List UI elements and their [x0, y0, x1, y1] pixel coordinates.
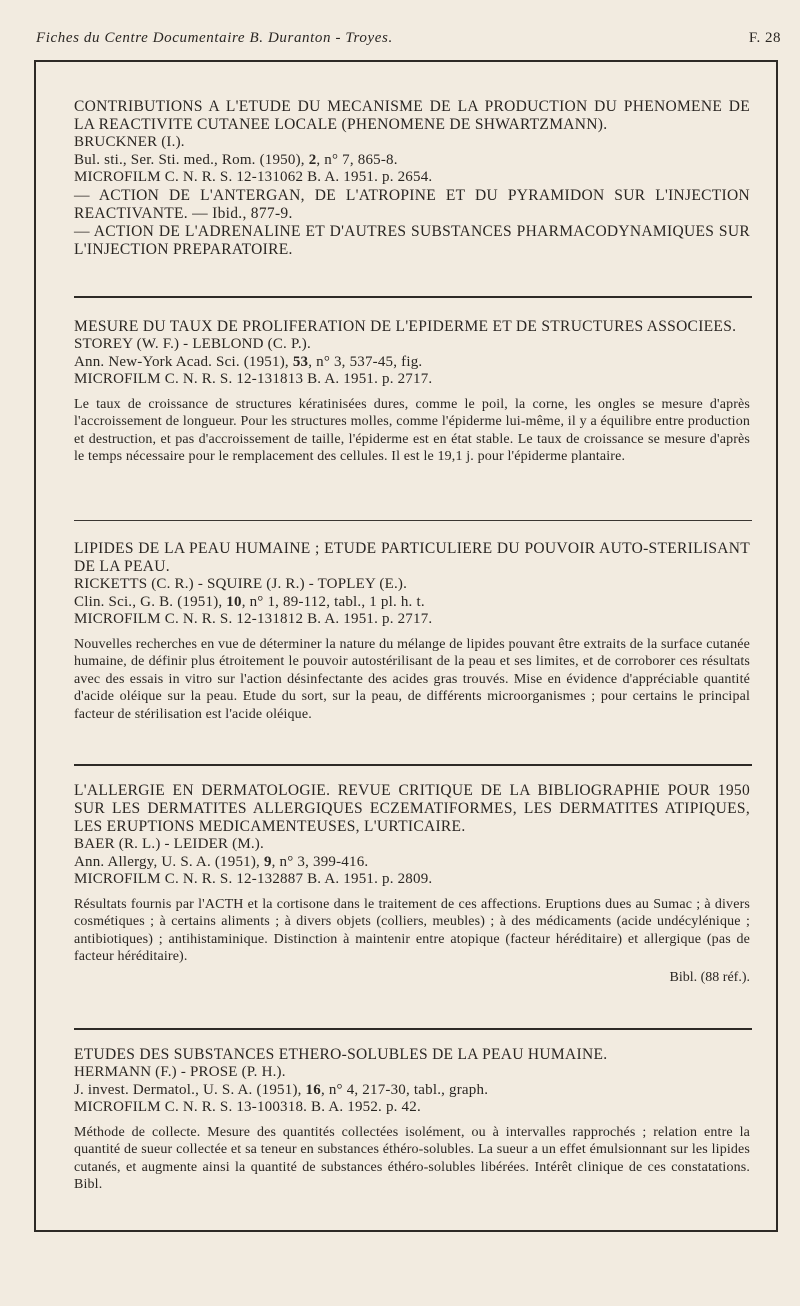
page-header	[36, 30, 781, 54]
entry-authors: RICKETTS (C. R.) - SQUIRE (J. R.) - TOPLEY (E.).	[74, 576, 408, 592]
ref-volume: 16	[305, 1081, 321, 1098]
entry-title: ETUDES DES SUBSTANCES ETHERO-SOLUBLES DE LA PEAU HUMAINE.	[74, 1046, 608, 1063]
entry-authors: BAER (R. L.) - LEIDER (M.).	[74, 836, 264, 852]
entry-title: L'ALLERGIE EN DERMATOLOGIE. REVUE CRITIQUE DE LA BIBLIOGRAPHIE POUR 1950 SUR LES DERMATITES ALLERGIQUES ECZEMATIFORMES, LES DERMATITES ATIPIQUES, LES ERUPTIONS MEDICAMENTEUSES, L'URTICAIRE.	[74, 782, 750, 835]
entry-authors: STOREY (W. F.) - LEBLOND (C. P.).	[74, 336, 311, 352]
entry-5	[74, 1046, 750, 1194]
entry-3	[74, 540, 750, 723]
entry-4	[74, 782, 750, 987]
entry-2	[74, 318, 750, 466]
entry-abstract: Méthode de collecte. Mesure des quantités collectées isolément, ou à intervalles rapprochés ; relation entre la quantité de sueur collectée et sa teneur en substances éthéro-solubles. La sueur a un effet émulsionnant sur les lipides cutanés, et augmente ainsi la quantité de substances éthéro-solubles libérées. Intérêt clinique de ces constatations. Bibl.	[74, 1124, 750, 1193]
entry-microfilm: MICROFILM C. N. R. S. 12-131812 B. A. 1951. p. 2717.	[74, 611, 433, 627]
entry-related-2: — ACTION DE L'ADRENALINE ET D'AUTRES SUBSTANCES PHARMACODYNAMIQUES SUR L'INJECTION PREPARATOIRE.	[74, 222, 750, 258]
entry-microfilm: MICROFILM C. N. R. S. 12-131813 B. A. 1951. p. 2717.	[74, 371, 433, 387]
separator	[74, 520, 752, 521]
entry-abstract: Résultats fournis par l'ACTH et la cortisone dans le traitement de ces affections. Eruptions dues au Sumac ; à divers cosmétiques ; à certains aliments ; à divers objets (colliers, meubles) ; à des médicaments (acide undécylénique ; antibiotiques) ; antihistaminique. Distinction à maintenir entre atopique (facteur héréditaire) et allergique (pas de facteur héréditaire).	[74, 896, 750, 965]
separator	[74, 296, 752, 298]
ref-journal: Clin. Sci., G. B. (1951),	[74, 593, 227, 610]
entry-title: LIPIDES DE LA PEAU HUMAINE ; ETUDE PARTICULIERE DU POUVOIR AUTO-STERILISANT DE LA PEAU.	[74, 540, 750, 575]
ref-pages: , n° 3, 537-45, fig.	[308, 353, 423, 370]
ref-volume: 53	[292, 353, 309, 370]
entry-reference	[74, 152, 750, 170]
ref-journal: Ann. New-York Acad. Sci. (1951),	[74, 353, 293, 370]
separator	[74, 764, 752, 766]
entry-reference	[74, 594, 750, 612]
ref-volume: 9	[263, 853, 272, 870]
separator	[74, 1028, 752, 1030]
entry-abstract: Nouvelles recherches en vue de déterminer la nature du mélange de lipides pouvant être extraits de la surface cutanée humaine, de définir plus étroitement le pouvoir autostérilisant de la peau et ses limites, et de corroborer ces résultats avec des essais in vitro sur l'action désinfectante des acides gras trouvés. Mise en évidence d'appréciable quantité d'acide oléique sur la peau. Etude du sort, sur la peau, de différents microorganismes ; pour certains le principal facteur de stérilisation est l'acide oléique.	[74, 636, 750, 722]
entry-1	[74, 98, 750, 259]
entry-authors: HERMANN (F.) - PROSE (P. H.).	[74, 1064, 286, 1080]
entry-title: CONTRIBUTIONS A L'ETUDE DU MECANISME DE LA PRODUCTION DU PHENOMENE DE LA REACTIVITE CUTANEE LOCALE (PHENOMENE DE SHWARTZMANN).	[74, 98, 750, 133]
entry-related-1: — ACTION DE L'ANTERGAN, DE L'ATROPINE ET DU PYRAMIDON SUR L'INJECTION REACTIVANTE. — Ibid., 877-9.	[74, 186, 750, 222]
entry-authors: BRUCKNER (I.).	[74, 134, 185, 150]
ref-volume: 2	[308, 151, 317, 168]
ref-pages: , n° 7, 865-8.	[316, 151, 398, 168]
ref-pages: , n° 3, 399-416.	[271, 853, 369, 870]
ref-journal: Ann. Allergy, U. S. A. (1951),	[74, 853, 264, 870]
entry-microfilm: MICROFILM C. N. R. S. 13-100318. B. A. 1952. p. 42.	[74, 1099, 421, 1115]
header-page-number: F. 28	[748, 30, 781, 46]
entry-abstract: Le taux de croissance de structures kératinisées dures, comme le poil, la corne, les ongles se mesure d'après l'accroissement de longueur. Pour les structures molles, comme l'épiderme lui-même, il y a équilibre entre production et destruction, et pas d'accroissement de taille, l'épiderme est en état stable. Le taux de croissance se mesure d'après le temps nécessaire pour le remplacement des cellules. Il est le 19,1 j. pour l'épiderme plantaire.	[74, 396, 750, 465]
entry-reference	[74, 1082, 750, 1100]
ref-journal: J. invest. Dermatol., U. S. A. (1951),	[74, 1081, 306, 1098]
entry-reference	[74, 854, 750, 872]
entry-title: MESURE DU TAUX DE PROLIFERATION DE L'EPIDERME ET DE STRUCTURES ASSOCIEES.	[74, 318, 737, 335]
header-source: Fiches du Centre Documentaire B. Duranton - Troyes.	[36, 30, 393, 46]
entry-microfilm: MICROFILM C. N. R. S. 12-132887 B. A. 1951. p. 2809.	[74, 871, 433, 887]
entry-microfilm: MICROFILM C. N. R. S. 12-131062 B. A. 1951. p. 2654.	[74, 169, 433, 185]
entry-bibliography: Bibl. (88 réf.).	[669, 969, 750, 985]
ref-journal: Bul. sti., Ser. Sti. med., Rom. (1950),	[74, 151, 309, 168]
entry-reference	[74, 354, 750, 372]
ref-pages: , n° 1, 89-112, tabl., 1 pl. h. t.	[241, 593, 425, 610]
ref-pages: , n° 4, 217-30, tabl., graph.	[320, 1081, 489, 1098]
ref-volume: 10	[226, 593, 242, 610]
